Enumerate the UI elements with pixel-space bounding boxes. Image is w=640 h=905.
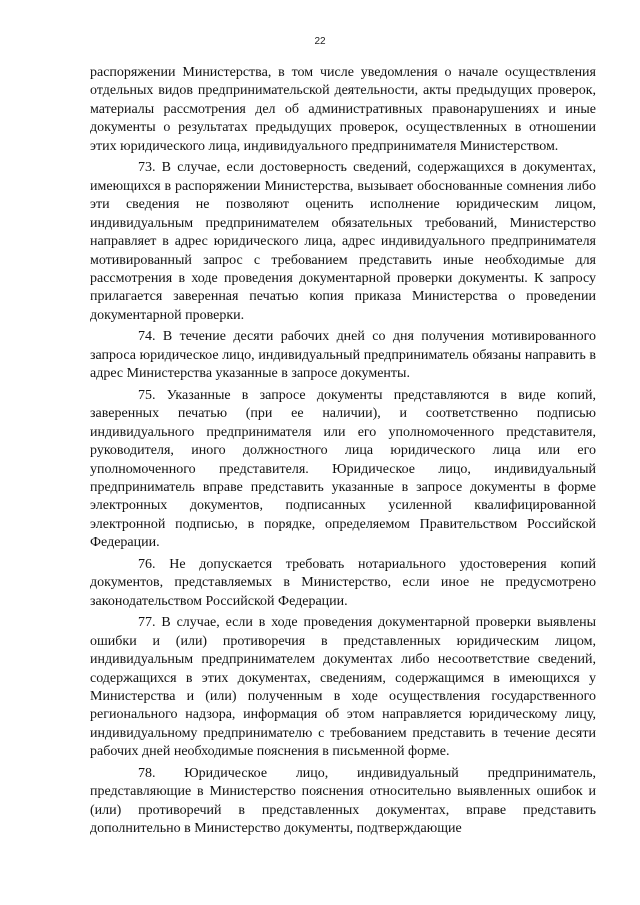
paragraph-74: 74. В течение десяти рабочих дней со дня получения мотивированного запроса юридическое лицо, индивидуальный предприниматель обязаны направить в адрес Министерства указанные в запросе документы. bbox=[90, 329, 596, 382]
paragraph-78: 78. Юридическое лицо, индивидуальный предприниматель, представляющие в Министерство пояснения относительно выявленных ошибок и (или) противоречий в представленных документах, вправе представить дополнительно в Министерство документы, подтверждающие bbox=[90, 765, 596, 837]
paragraph-76: 76. Не допускается требовать нотариального удостоверения копий документов, представляемых в Министерство, если иное не предусмотрено законодательством Российской Федерации. bbox=[90, 556, 596, 609]
page-number: 22 bbox=[314, 36, 326, 47]
document-body bbox=[90, 64, 596, 842]
paragraph-75: 75. Указанные в запросе документы представляются в виде копий, заверенных печатью (при ее наличии), и соответственно подписью индивидуального предпринимателя или его уполномоченного представителя, руководителя, иного должностного лица юридического лица или его уполномоченного представителя. Юридическое лицо, индивидуальный предприниматель вправе представить указанные в запросе документы в форме электронных документов, подписанных усиленной квалифицированной электронной подписью, в порядке, определяемом Правительством Российской Федерации. bbox=[90, 387, 596, 551]
paragraph-73: 73. В случае, если достоверность сведений, содержащихся в документах, имеющихся в распоряжении Министерства, вызывает обоснованные сомнения либо эти сведения не позволяют оценить исполнение юридическим лицом, индивидуальным предпринимателем обязательных требований, Министерство направляет в адрес юридического лица, адрес индивидуального предпринимателя мотивированный запрос с требованием представить иные необходимые для рассмотрения в ходе проведения документарной проверки документы. К запросу прилагается заверенная печатью копия приказа Министерства о проведении документарной проверки. bbox=[90, 160, 596, 323]
paragraph-continuation: распоряжении Министерства, в том числе уведомления о начале осуществления отдельных видов предпринимательской деятельности, акты предыдущих проверок, материалы рассмотрения дел об административных правонарушениях и иные документы о результатах предыдущих проверок, осуществленных в отношении этих юридического лица, индивидуального предпринимателя Министерством. bbox=[90, 65, 596, 154]
paragraph-77: 77. В случае, если в ходе проведения документарной проверки выявлены ошибки и (или) противоречия в представленных юридическим лицом, индивидуальным предпринимателем документах либо несоответствие сведений, содержащихся в этих документах, сведениям, содержащимся в имеющихся у Министерства и (или) полученным в ходе осуществления государственного регионального надзора, информация об этом направляется юридическому лицу, индивидуальному предпринимателю с требованием представить в течение десяти рабочих дней необходимые пояснения в письменной форме. bbox=[90, 615, 596, 760]
